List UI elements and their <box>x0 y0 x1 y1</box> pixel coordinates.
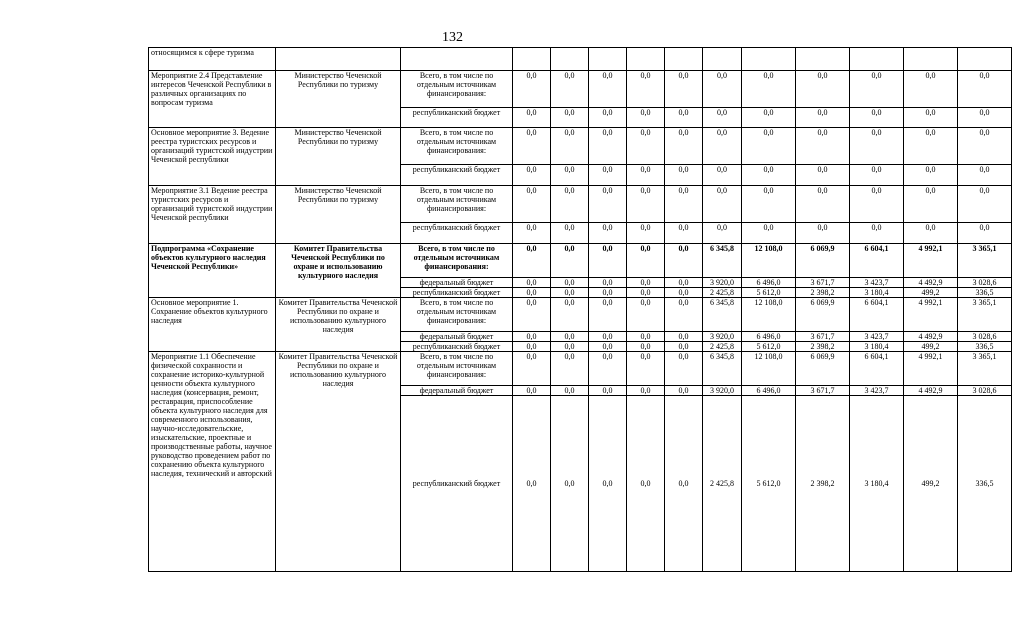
value-cell: 2 398,2 <box>796 396 850 572</box>
value-cell: 0,0 <box>513 128 551 165</box>
value-cell: 4 992,1 <box>904 352 958 386</box>
value-cell: 3 423,7 <box>850 386 904 396</box>
value-cell <box>796 48 850 71</box>
value-cell: 0,0 <box>589 108 627 128</box>
value-cell: 3 671,7 <box>796 278 850 288</box>
source-cell: Всего, в том числе по отдельным источникам финансирования: <box>401 298 513 332</box>
value-cell: 0,0 <box>850 71 904 108</box>
table-row <box>149 244 1012 278</box>
value-cell: 0,0 <box>958 128 1012 165</box>
value-cell: 0,0 <box>589 186 627 223</box>
value-cell: 3 180,4 <box>850 342 904 352</box>
source-cell: республиканский бюджет <box>401 396 513 572</box>
value-cell: 3 423,7 <box>850 278 904 288</box>
value-cell: 0,0 <box>551 278 589 288</box>
value-cell <box>589 48 627 71</box>
value-cell: 0,0 <box>665 186 703 223</box>
source-cell: республиканский бюджет <box>401 165 513 186</box>
value-cell: 12 108,0 <box>742 352 796 386</box>
value-cell: 0,0 <box>850 223 904 244</box>
value-cell: 0,0 <box>665 108 703 128</box>
value-cell: 0,0 <box>796 165 850 186</box>
value-cell: 0,0 <box>627 342 665 352</box>
value-cell: 0,0 <box>589 128 627 165</box>
source-cell: федеральный бюджет <box>401 386 513 396</box>
value-cell: 6 345,8 <box>703 298 742 332</box>
value-cell: 0,0 <box>551 71 589 108</box>
value-cell: 3 028,6 <box>958 278 1012 288</box>
value-cell <box>904 48 958 71</box>
source-cell: федеральный бюджет <box>401 332 513 342</box>
value-cell: 0,0 <box>589 288 627 298</box>
value-cell: 0,0 <box>551 108 589 128</box>
value-cell: 0,0 <box>665 298 703 332</box>
responsible-cell: Министерство Чеченской Республики по туризму <box>276 71 401 128</box>
value-cell: 6 496,0 <box>742 386 796 396</box>
measure-name: Основное мероприятие 3. Ведение реестра туристских ресурсов и организаций туристской индустрии Чеченской республики <box>149 128 276 186</box>
value-cell: 0,0 <box>551 223 589 244</box>
value-cell: 2 398,2 <box>796 288 850 298</box>
value-cell: 0,0 <box>850 108 904 128</box>
value-cell: 0,0 <box>958 165 1012 186</box>
table-row <box>149 352 1012 386</box>
value-cell: 0,0 <box>589 223 627 244</box>
value-cell: 6 604,1 <box>850 352 904 386</box>
value-cell: 0,0 <box>904 108 958 128</box>
value-cell: 0,0 <box>703 71 742 108</box>
value-cell: 0,0 <box>904 165 958 186</box>
value-cell: 0,0 <box>904 128 958 165</box>
value-cell: 6 604,1 <box>850 298 904 332</box>
value-cell: 0,0 <box>627 352 665 386</box>
value-cell: 336,5 <box>958 396 1012 572</box>
value-cell: 4 492,9 <box>904 332 958 342</box>
value-cell: 0,0 <box>796 186 850 223</box>
value-cell: 0,0 <box>958 108 1012 128</box>
value-cell: 0,0 <box>513 186 551 223</box>
source-cell: республиканский бюджет <box>401 342 513 352</box>
value-cell: 0,0 <box>513 165 551 186</box>
value-cell: 5 612,0 <box>742 288 796 298</box>
value-cell: 0,0 <box>551 298 589 332</box>
value-cell: 0,0 <box>513 396 551 572</box>
value-cell: 0,0 <box>665 165 703 186</box>
value-cell: 0,0 <box>627 386 665 396</box>
responsible-cell: Комитет Правительства Чеченской Республики по охране и использованию культурного наследия <box>276 298 401 352</box>
value-cell: 0,0 <box>796 71 850 108</box>
value-cell: 0,0 <box>513 108 551 128</box>
value-cell <box>742 48 796 71</box>
measure-name: Мероприятие 2.4 Представление интересов Чеченской Республики в различных организациях по вопросам туризма <box>149 71 276 128</box>
value-cell <box>958 48 1012 71</box>
value-cell: 0,0 <box>513 298 551 332</box>
value-cell: 5 612,0 <box>742 396 796 572</box>
value-cell <box>513 48 551 71</box>
value-cell: 0,0 <box>703 108 742 128</box>
budget-table <box>148 47 1012 572</box>
value-cell: 3 423,7 <box>850 332 904 342</box>
value-cell: 0,0 <box>513 288 551 298</box>
source-cell: республиканский бюджет <box>401 223 513 244</box>
value-cell: 3 180,4 <box>850 288 904 298</box>
value-cell <box>551 48 589 71</box>
value-cell: 3 028,6 <box>958 332 1012 342</box>
value-cell: 0,0 <box>589 244 627 278</box>
value-cell: 0,0 <box>589 342 627 352</box>
value-cell: 336,5 <box>958 288 1012 298</box>
value-cell: 6 069,9 <box>796 352 850 386</box>
value-cell: 0,0 <box>513 332 551 342</box>
value-cell: 0,0 <box>796 223 850 244</box>
value-cell: 499,2 <box>904 342 958 352</box>
value-cell: 0,0 <box>742 165 796 186</box>
source-cell <box>401 48 513 71</box>
value-cell: 3 920,0 <box>703 332 742 342</box>
value-cell: 0,0 <box>589 386 627 396</box>
responsible-cell: Комитет Правительства Чеченской Республики по охране и использованию культурного наследия <box>276 352 401 572</box>
value-cell: 0,0 <box>742 71 796 108</box>
value-cell: 0,0 <box>665 71 703 108</box>
value-cell: 0,0 <box>703 186 742 223</box>
value-cell: 0,0 <box>742 223 796 244</box>
value-cell: 0,0 <box>627 108 665 128</box>
measure-name: относящимся к сфере туризма <box>149 48 276 71</box>
responsible-cell: Комитет Правительства Чеченской Республики по охране и использованию культурного наследия <box>276 244 401 298</box>
value-cell: 0,0 <box>589 71 627 108</box>
value-cell: 0,0 <box>589 332 627 342</box>
value-cell: 3 365,1 <box>958 298 1012 332</box>
value-cell: 3 365,1 <box>958 352 1012 386</box>
value-cell: 0,0 <box>513 278 551 288</box>
value-cell: 0,0 <box>627 223 665 244</box>
table-row <box>149 71 1012 108</box>
value-cell: 0,0 <box>589 396 627 572</box>
value-cell: 3 671,7 <box>796 386 850 396</box>
value-cell: 0,0 <box>742 186 796 223</box>
value-cell: 0,0 <box>904 71 958 108</box>
value-cell: 0,0 <box>551 186 589 223</box>
value-cell: 0,0 <box>958 71 1012 108</box>
value-cell: 0,0 <box>850 128 904 165</box>
value-cell: 0,0 <box>551 288 589 298</box>
value-cell: 6 604,1 <box>850 244 904 278</box>
value-cell: 0,0 <box>904 223 958 244</box>
value-cell: 0,0 <box>589 165 627 186</box>
value-cell: 0,0 <box>703 165 742 186</box>
value-cell: 0,0 <box>703 128 742 165</box>
table-row <box>149 298 1012 332</box>
value-cell: 3 920,0 <box>703 386 742 396</box>
source-cell: Всего, в том числе по отдельным источникам финансирования: <box>401 244 513 278</box>
measure-name: Основное мероприятие 1. Сохранение объектов культурного наследия <box>149 298 276 352</box>
value-cell: 0,0 <box>665 223 703 244</box>
value-cell: 0,0 <box>513 342 551 352</box>
value-cell: 0,0 <box>796 108 850 128</box>
value-cell: 2 398,2 <box>796 342 850 352</box>
value-cell: 0,0 <box>665 352 703 386</box>
value-cell: 3 180,4 <box>850 396 904 572</box>
value-cell: 0,0 <box>589 278 627 288</box>
source-cell: Всего, в том числе по отдельным источникам финансирования: <box>401 352 513 386</box>
value-cell: 499,2 <box>904 396 958 572</box>
value-cell: 12 108,0 <box>742 298 796 332</box>
value-cell <box>627 48 665 71</box>
value-cell: 0,0 <box>665 128 703 165</box>
value-cell <box>850 48 904 71</box>
value-cell: 0,0 <box>551 386 589 396</box>
value-cell: 0,0 <box>551 332 589 342</box>
value-cell: 12 108,0 <box>742 244 796 278</box>
value-cell: 0,0 <box>513 223 551 244</box>
value-cell: 0,0 <box>513 71 551 108</box>
subprogram-name: Подпрограмма «Сохранение объектов культурного наследия Чеченской Республики» <box>149 244 276 298</box>
value-cell: 3 671,7 <box>796 332 850 342</box>
value-cell: 0,0 <box>796 128 850 165</box>
value-cell: 0,0 <box>627 396 665 572</box>
page-number: 132 <box>442 30 463 45</box>
value-cell: 2 425,8 <box>703 396 742 572</box>
value-cell: 0,0 <box>551 128 589 165</box>
value-cell: 6 345,8 <box>703 244 742 278</box>
value-cell: 4 992,1 <box>904 244 958 278</box>
table-row <box>149 186 1012 223</box>
value-cell: 0,0 <box>850 165 904 186</box>
value-cell: 0,0 <box>627 278 665 288</box>
value-cell: 0,0 <box>627 71 665 108</box>
value-cell: 0,0 <box>627 186 665 223</box>
value-cell: 0,0 <box>551 244 589 278</box>
value-cell: 0,0 <box>665 332 703 342</box>
value-cell: 0,0 <box>627 128 665 165</box>
value-cell: 3 920,0 <box>703 278 742 288</box>
value-cell: 0,0 <box>665 386 703 396</box>
value-cell: 0,0 <box>627 332 665 342</box>
value-cell: 0,0 <box>665 244 703 278</box>
value-cell: 0,0 <box>742 108 796 128</box>
value-cell: 0,0 <box>627 244 665 278</box>
value-cell: 0,0 <box>958 186 1012 223</box>
source-cell: республиканский бюджет <box>401 288 513 298</box>
source-cell: федеральный бюджет <box>401 278 513 288</box>
measure-name: Мероприятие 1.1 Обеспечение физической сохранности и сохранение историко-культурной ценности объекта культурного наследия (консервация, ремонт, реставрация, приспособление объекта культурного наследия для современного использования, научно-исследовательские, изыскательские, проектные и производственные работы, научное руководство проведением работ по сохранению объекта культурного наследия, технический и авторский <box>149 352 276 572</box>
value-cell: 0,0 <box>627 288 665 298</box>
table-row <box>149 48 1012 71</box>
value-cell: 0,0 <box>551 396 589 572</box>
source-cell: Всего, в том числе по отдельным источникам финансирования: <box>401 71 513 108</box>
measure-name: Мероприятие 3.1 Ведение реестра туристских ресурсов и организаций туристской индустрии Чеченской республики <box>149 186 276 244</box>
value-cell: 499,2 <box>904 288 958 298</box>
value-cell: 0,0 <box>627 298 665 332</box>
value-cell: 0,0 <box>958 223 1012 244</box>
value-cell: 6 069,9 <box>796 298 850 332</box>
value-cell: 0,0 <box>627 165 665 186</box>
value-cell: 2 425,8 <box>703 342 742 352</box>
value-cell: 2 425,8 <box>703 288 742 298</box>
responsible-cell: Министерство Чеченской Республики по туризму <box>276 128 401 186</box>
table-row <box>149 128 1012 165</box>
value-cell: 0,0 <box>551 165 589 186</box>
value-cell: 0,0 <box>665 342 703 352</box>
value-cell: 0,0 <box>665 288 703 298</box>
value-cell: 0,0 <box>703 223 742 244</box>
value-cell: 5 612,0 <box>742 342 796 352</box>
source-cell: Всего, в том числе по отдельным источникам финансирования: <box>401 186 513 223</box>
value-cell: 4 492,9 <box>904 278 958 288</box>
value-cell <box>703 48 742 71</box>
responsible-cell: Министерство Чеченской Республики по туризму <box>276 186 401 244</box>
responsible-cell <box>276 48 401 71</box>
value-cell: 0,0 <box>513 244 551 278</box>
value-cell: 336,5 <box>958 342 1012 352</box>
value-cell: 4 992,1 <box>904 298 958 332</box>
value-cell: 0,0 <box>551 342 589 352</box>
value-cell: 0,0 <box>665 278 703 288</box>
value-cell: 6 345,8 <box>703 352 742 386</box>
value-cell: 0,0 <box>665 396 703 572</box>
value-cell: 0,0 <box>551 352 589 386</box>
value-cell: 4 492,9 <box>904 386 958 396</box>
value-cell: 0,0 <box>742 128 796 165</box>
value-cell: 0,0 <box>904 186 958 223</box>
value-cell: 6 069,9 <box>796 244 850 278</box>
value-cell: 0,0 <box>589 298 627 332</box>
value-cell <box>665 48 703 71</box>
value-cell: 6 496,0 <box>742 332 796 342</box>
source-cell: Всего, в том числе по отдельным источникам финансирования: <box>401 128 513 165</box>
value-cell: 0,0 <box>513 352 551 386</box>
value-cell: 6 496,0 <box>742 278 796 288</box>
value-cell: 0,0 <box>589 352 627 386</box>
source-cell: республиканский бюджет <box>401 108 513 128</box>
value-cell: 3 028,6 <box>958 386 1012 396</box>
value-cell: 3 365,1 <box>958 244 1012 278</box>
value-cell: 0,0 <box>850 186 904 223</box>
value-cell: 0,0 <box>513 386 551 396</box>
